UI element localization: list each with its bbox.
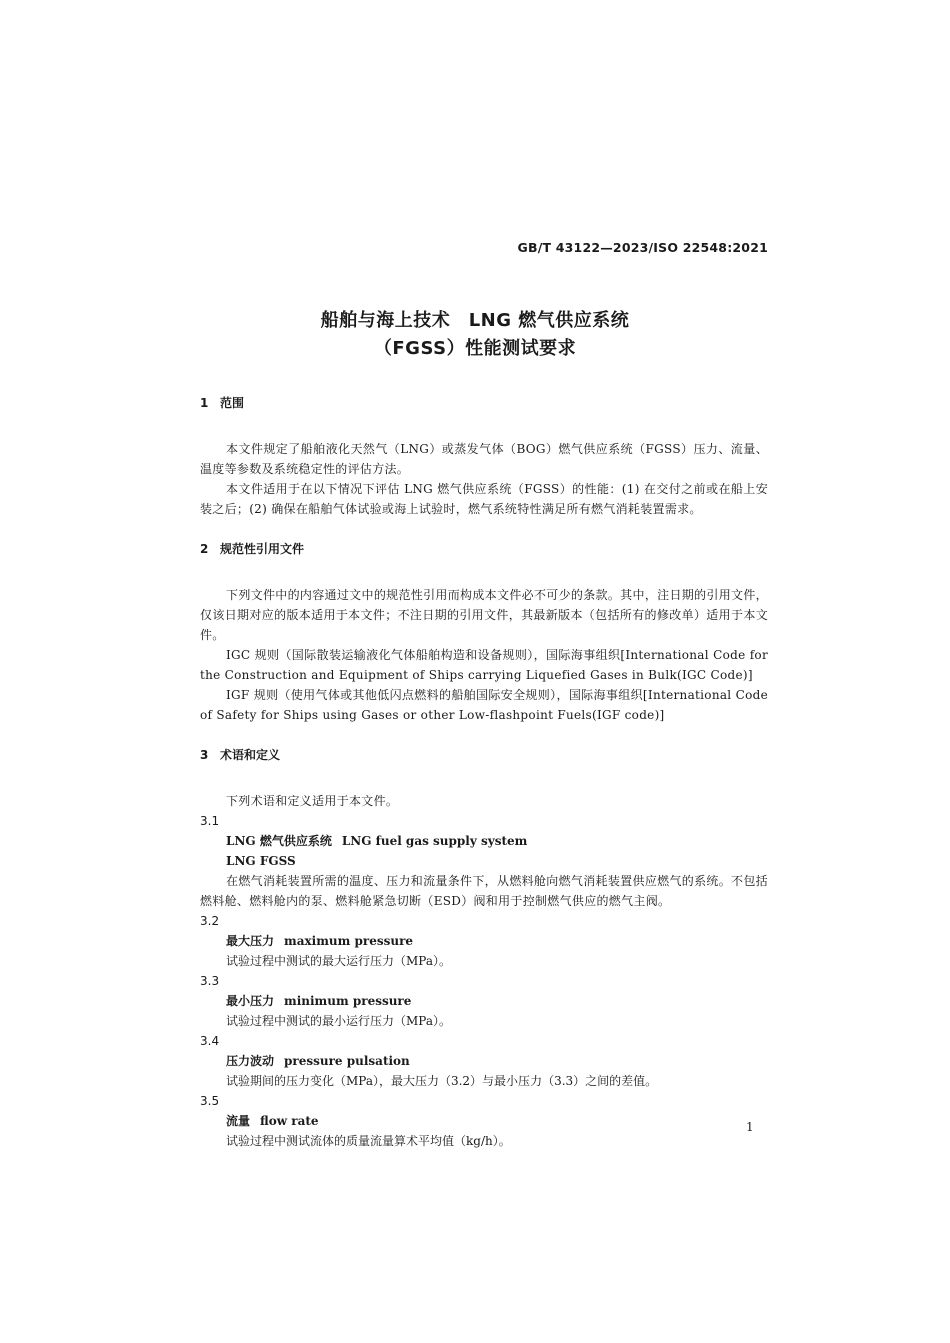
document-title-line-2: （FGSS）性能测试要求 — [373, 338, 577, 359]
term-title — [200, 931, 768, 951]
term-title — [200, 991, 768, 1011]
scope-paragraph-1: 本文件规定了船舶液化天然气（LNG）或蒸发气体（BOG）燃气供应系统（FGSS）压力、流量、温度等参数及系统稳定性的评估方法。 — [200, 442, 768, 476]
page-number: 1 — [746, 1120, 754, 1134]
term-definition: 试验期间的压力变化（MPa），最大压力（3.2）与最小压力（3.3）之间的差值。 — [226, 1074, 658, 1088]
section-number: 2 — [200, 542, 209, 556]
section-title: 术语和定义 — [220, 748, 281, 762]
term-definition: 试验过程中测试流体的质量流量算术平均值（kg/h）。 — [226, 1134, 511, 1148]
term-english: flow rate — [260, 1114, 319, 1128]
term-number: 3.2 — [200, 914, 220, 928]
document-title-line-1: 船舶与海上技术 LNG 燃气供应系统 — [320, 310, 630, 331]
term-chinese: 最大压力 — [226, 934, 275, 948]
term-english: pressure pulsation — [284, 1054, 410, 1068]
term-number: 3.5 — [200, 1094, 220, 1108]
section-number: 3 — [200, 748, 209, 762]
scope-paragraph-2: 本文件适用于在以下情况下评估 LNG 燃气供应系统（FGSS）的性能：(1) 在交付之前或在船上安装之后；(2) 确保在船舶气体试验或海上试验时，燃气系统特性满足所有燃气消耗装置需求。 — [200, 482, 768, 516]
references-paragraph-igf: IGF 规则（使用气体或其他低闪点燃料的船舶国际安全规则），国际海事组织[International Code of Safety for Ships using Gases or other Low-flashpoint Fuels(IGF code)] — [200, 688, 768, 722]
references-paragraph-1: 下列文件中的内容通过文中的规范性引用而构成本文件必不可少的条款。其中，注日期的引用文件，仅该日期对应的版本适用于本文件；不注日期的引用文件，其最新版本（包括所有的修改单）适用于本文件。 — [200, 588, 768, 642]
section-number: 1 — [200, 396, 209, 410]
term-number: 3.3 — [200, 974, 220, 988]
document-body — [200, 393, 768, 1151]
term-chinese: 流量 — [226, 1114, 251, 1128]
term-definition: 试验过程中测试的最小运行压力（MPa）。 — [226, 1014, 451, 1028]
section-heading-terms — [200, 745, 768, 765]
term-chinese: 压力波动 — [226, 1054, 275, 1068]
term-title — [200, 831, 768, 851]
term-title — [200, 1111, 768, 1131]
section-title: 范围 — [220, 396, 245, 410]
term-number: 3.1 — [200, 814, 220, 828]
term-definition: 试验过程中测试的最大运行压力（MPa）。 — [226, 954, 451, 968]
term-chinese: 最小压力 — [226, 994, 275, 1008]
term-english: LNG fuel gas supply system — [341, 834, 528, 848]
term-chinese: LNG 燃气供应系统 — [226, 834, 332, 848]
term-english: maximum pressure — [284, 934, 414, 948]
term-title — [200, 1051, 768, 1071]
term-definition: 在燃气消耗装置所需的温度、压力和流量条件下，从燃料舱向燃气消耗装置供应燃气的系统。不包括燃料舱、燃料舱内的泵、燃料舱紧急切断（ESD）阀和用于控制燃气供应的燃气主阀。 — [200, 874, 768, 908]
terms-intro: 下列术语和定义适用于本文件。 — [226, 794, 399, 808]
section-heading-scope — [200, 393, 768, 413]
document-code: GB/T 43122—2023/ISO 22548:2021 — [517, 240, 768, 255]
section-heading-normative-references — [200, 539, 768, 559]
term-abbreviation: LNG FGSS — [226, 854, 296, 868]
references-paragraph-igc: IGC 规则（国际散装运输液化气体船舶构造和设备规则），国际海事组织[International Code for the Construction and Equipment of Ships carrying Liquefied Gases in Bulk(IGC Code)] — [200, 648, 768, 682]
term-number: 3.4 — [200, 1034, 220, 1048]
section-title: 规范性引用文件 — [220, 542, 305, 556]
term-english: minimum pressure — [284, 994, 412, 1008]
